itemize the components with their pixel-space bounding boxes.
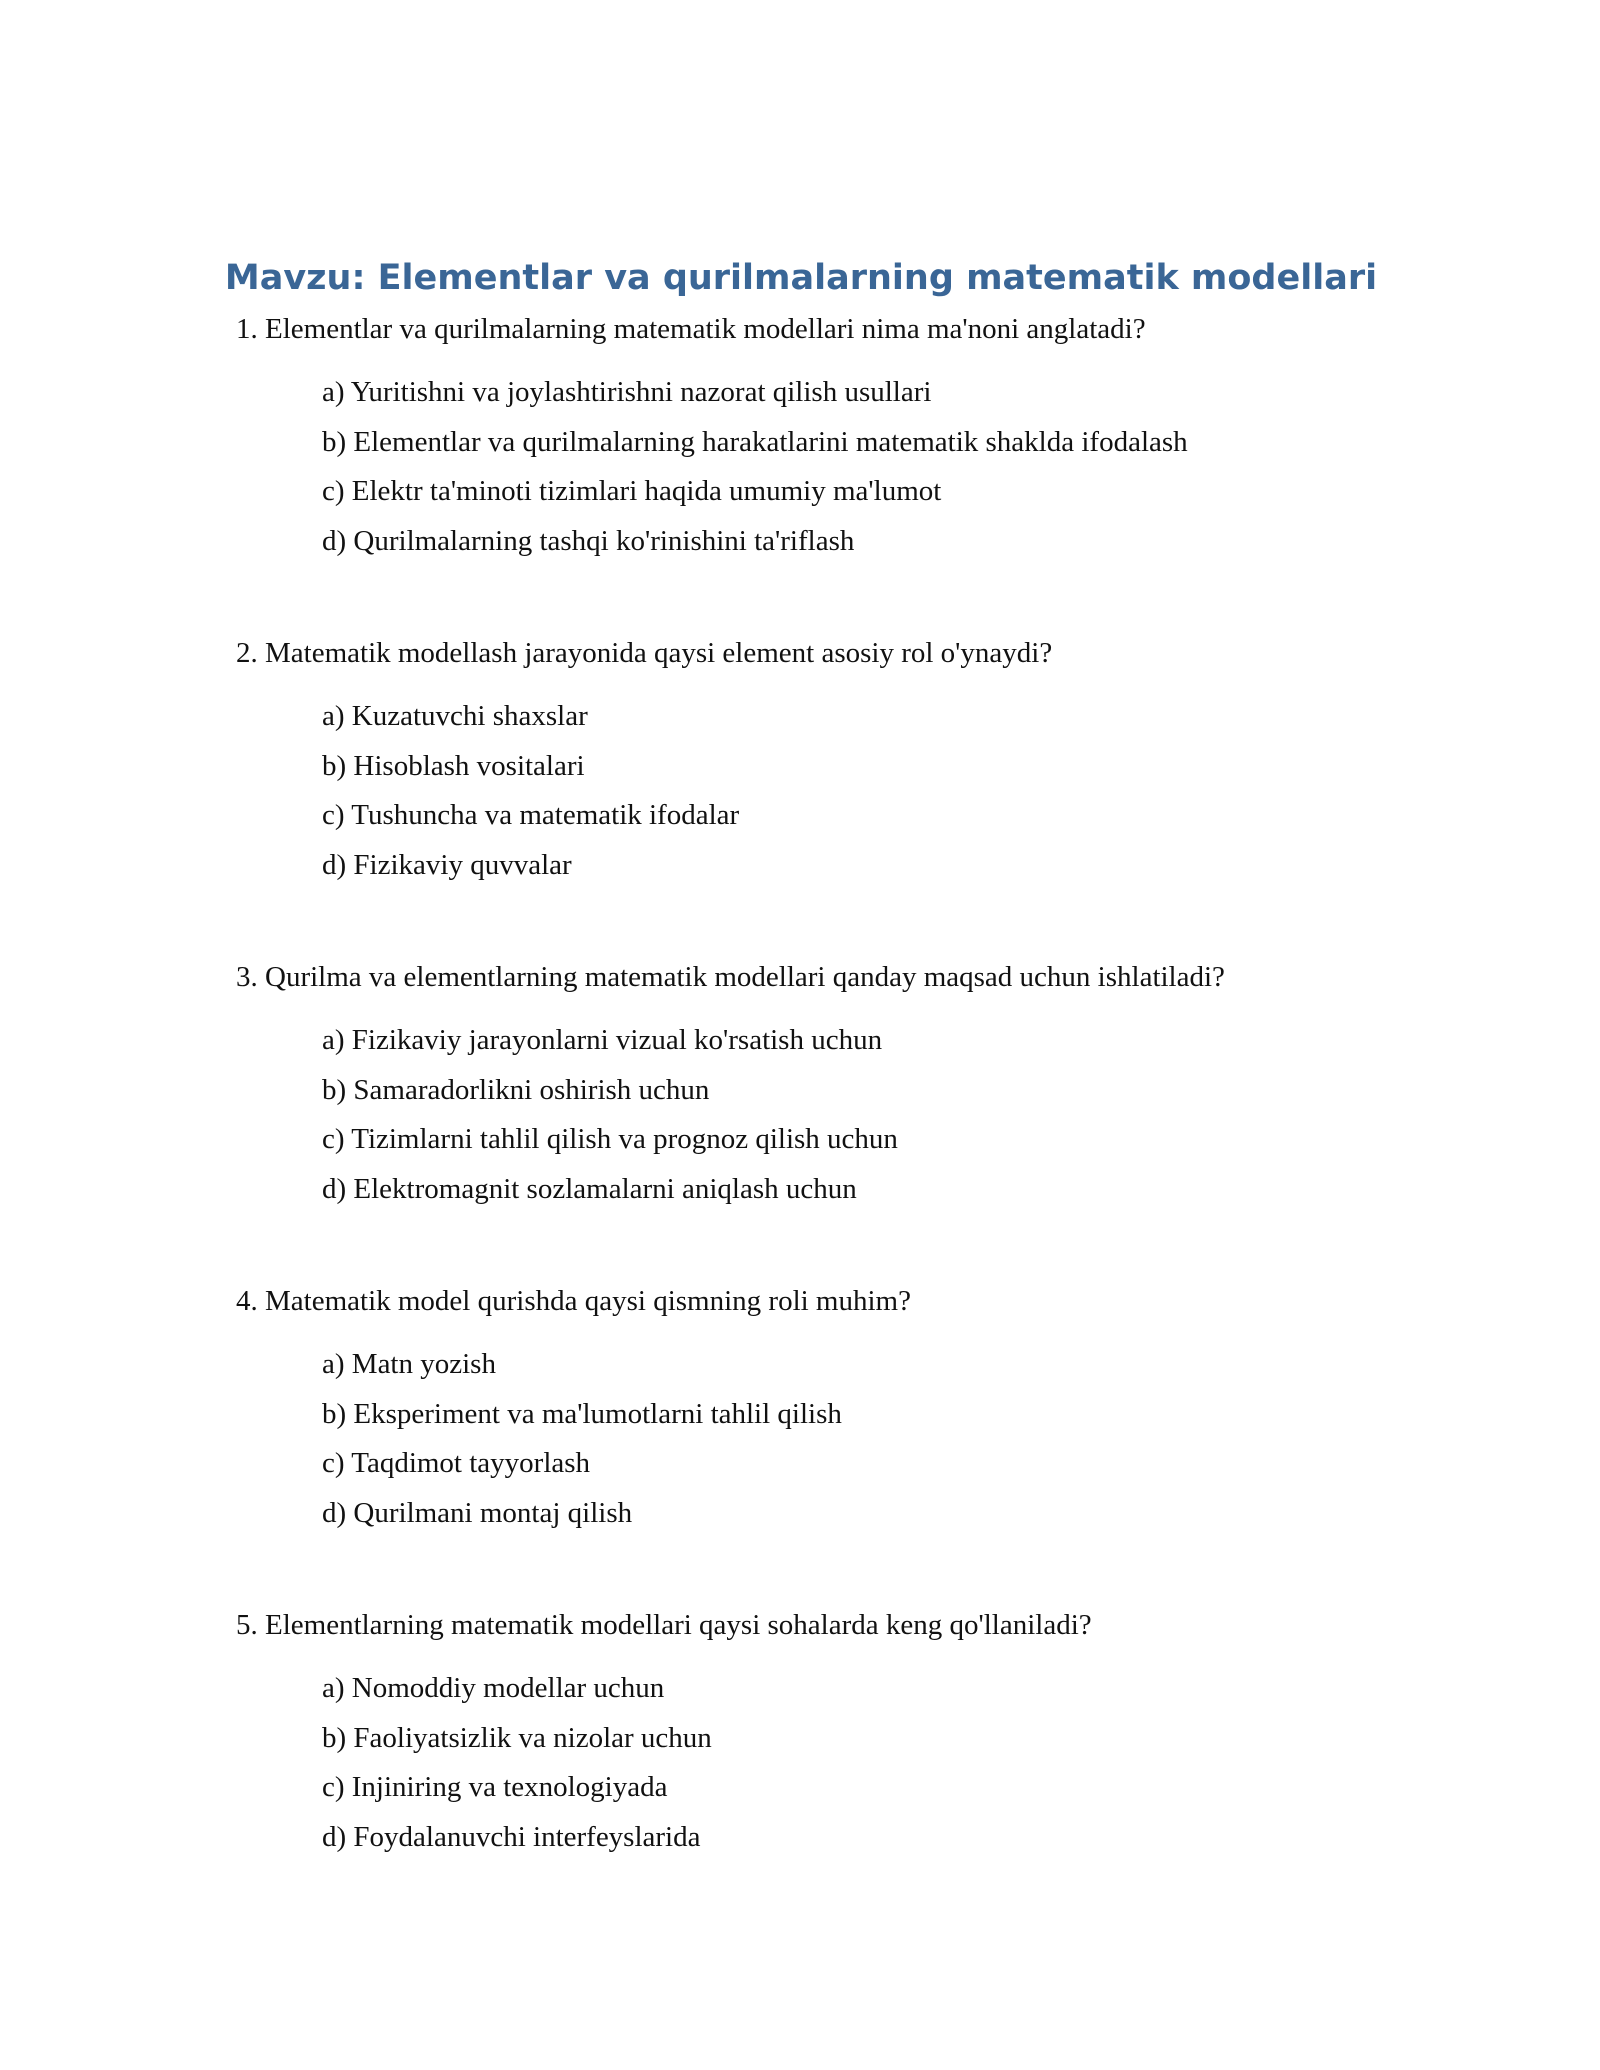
option-a: a) Kuzatuvchi shaxslar: [322, 700, 588, 732]
answer-options: [236, 1016, 1436, 1214]
option-a: a) Yuritishni va joylashtirishni nazorat qilish usullari: [322, 376, 932, 408]
option-c: c) Tushuncha va matematik ifodalar: [322, 799, 740, 831]
option-d: d) Qurilmani montaj qilish: [322, 1496, 633, 1529]
option-c: c) Injiniring va texnologiyada: [322, 1771, 668, 1803]
option-d: d) Qurilmalarning tashqi ko'rinishini ta'riflash: [322, 524, 855, 557]
option-c: c) Elektr ta'minoti tizimlari haqida umumiy ma'lumot: [322, 475, 942, 507]
question-text: 5. Elementlarning matematik modellari qaysi sohalarda keng qo'llaniladi?: [236, 1609, 1092, 1641]
option-d: d) Elektromagnit sozlamalarni aniqlash uchun: [322, 1172, 857, 1205]
question-text: 2. Matematik modellash jarayonida qaysi element asosiy rol o'ynaydi?: [236, 637, 1053, 669]
answer-options: [236, 1340, 1436, 1538]
question-1: [236, 310, 1436, 566]
question-2: [236, 634, 1436, 890]
question-list: [236, 310, 1436, 1930]
option-d: d) Foydalanuvchi interfeyslarida: [322, 1820, 701, 1853]
answer-options: [236, 368, 1436, 566]
question-4: [236, 1282, 1436, 1538]
question-3: [236, 958, 1436, 1214]
question-5: [236, 1606, 1436, 1862]
question-text: 4. Matematik model qurishda qaysi qismning roli muhim?: [236, 1285, 911, 1317]
option-a: a) Nomoddiy modellar uchun: [322, 1672, 665, 1704]
answer-options: [236, 1664, 1436, 1862]
option-d: d) Fizikaviy quvvalar: [322, 848, 572, 881]
option-a: a) Matn yozish: [322, 1348, 496, 1380]
option-c: c) Taqdimot tayyorlash: [322, 1447, 591, 1479]
question-text: 1. Elementlar va qurilmalarning matematik modellari nima ma'noni anglatadi?: [236, 313, 1146, 345]
option-b: b) Hisoblash vositalari: [322, 749, 585, 782]
option-b: b) Eksperiment va ma'lumotlarni tahlil qilish: [322, 1397, 842, 1430]
option-a: a) Fizikaviy jarayonlarni vizual ko'rsatish uchun: [322, 1024, 883, 1056]
option-c: c) Tizimlarni tahlil qilish va prognoz qilish uchun: [322, 1123, 898, 1155]
option-b: b) Samaradorlikni oshirish uchun: [322, 1073, 710, 1106]
answer-options: [236, 692, 1436, 890]
document-title: Mavzu: Elementlar va qurilmalarning matematik modellari: [224, 258, 1378, 298]
question-text: 3. Qurilma va elementlarning matematik modellari qanday maqsad uchun ishlatiladi?: [236, 961, 1225, 993]
option-b: b) Elementlar va qurilmalarning harakatlarini matematik shaklda ifodalash: [322, 425, 1188, 458]
option-b: b) Faoliyatsizlik va nizolar uchun: [322, 1721, 712, 1754]
